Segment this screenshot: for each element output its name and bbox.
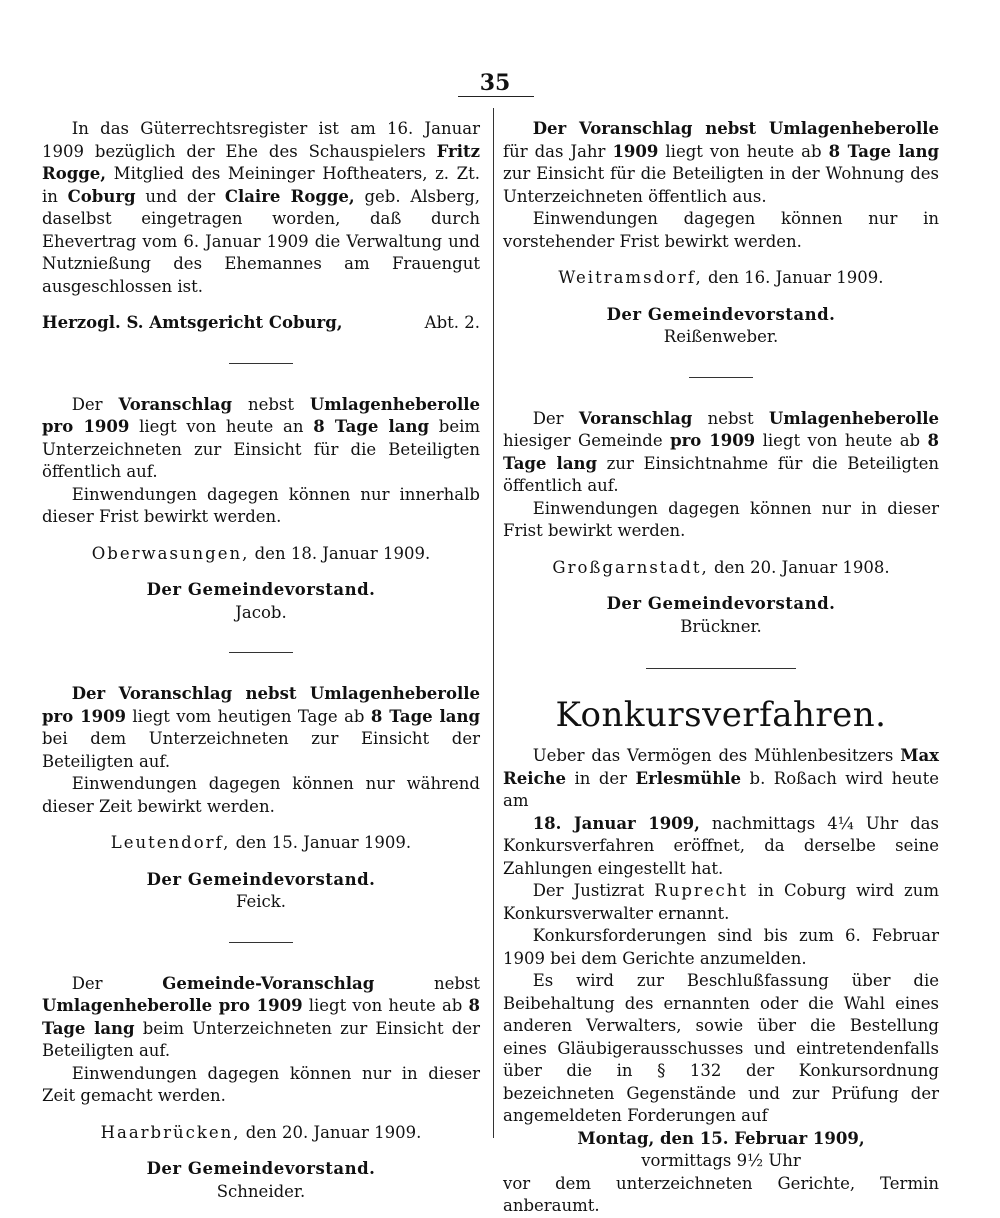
text-segment: zur Einsicht für die Beteiligten in der Wohnung des Unterzeichneten öffentlich aus. — [503, 164, 939, 206]
date-text: den 18. Januar 1909. — [254, 543, 431, 563]
text-segment: nachmittags 4¼ Uhr das Konkursverfahren eröffnet, da derselbe seine Zahlungen eingestellt hat. — [503, 813, 939, 878]
name-spaced: Ruprecht — [654, 881, 749, 900]
notice-text: Konkursforderungen sind bis zum 6. Februar 1909 bei dem Gerichte anzumelden. — [503, 926, 939, 968]
text-segment: Der Justizrat — [532, 881, 645, 900]
text-bold: 1909 — [612, 141, 659, 161]
text-segment: zur Einsichtnahme für die Beteiligten öffentlich auf. — [503, 453, 939, 495]
text-segment: und der — [145, 186, 216, 206]
text-segment: nebst — [707, 408, 754, 428]
text-segment: in der — [574, 768, 628, 788]
place-name: Weitramsdorf, — [558, 268, 703, 287]
notice-text: Einwendungen dagegen können nur innerhalb dieser Frist bewirkt werden. — [42, 484, 480, 526]
text-bold: 8 Tage lang — [42, 996, 481, 1038]
text-segment: liegt vom heutigen Tage ab — [132, 706, 365, 726]
signatory-name: Reißenweber. — [663, 327, 779, 346]
notice-text — [503, 408, 939, 498]
place-date — [503, 267, 939, 290]
court-department: Abt. 2. — [424, 313, 480, 332]
notice-gueterrecht — [42, 118, 480, 335]
text-segment: Der — [71, 394, 103, 414]
notice-text — [503, 118, 939, 208]
meeting-date: Montag, den 15. Februar 1909, — [577, 1128, 865, 1148]
text-bold: Voranschlag — [578, 408, 693, 428]
notice-text — [503, 813, 939, 881]
text-bold: 8 Tage lang — [370, 706, 481, 726]
text-bold: pro 1909 — [670, 431, 756, 450]
text-segment: in Coburg wird zum Konkursverwalter ernannt. — [503, 881, 939, 923]
separator-rule — [646, 668, 796, 669]
name-bold: Max Reiche — [503, 746, 939, 788]
court-name: Herzogl. S. Amtsgericht Coburg, — [42, 313, 343, 332]
text-bold: Gemeinde-Voranschlag — [162, 973, 375, 993]
notice-haarbruecken — [42, 973, 480, 1204]
page-number-rule — [458, 96, 534, 97]
signatory-name: Jacob. — [235, 602, 287, 622]
date-text: den 15. Januar 1909. — [235, 833, 412, 852]
notice-text — [42, 973, 480, 1063]
text-segment: liegt von heute ab — [665, 141, 822, 161]
text-segment: beim Unterzeichneten zur Einsicht der Beteiligten auf. — [42, 1018, 480, 1060]
place-name: Oberwasungen, — [91, 543, 250, 563]
date-text: den 16. Januar 1909. — [707, 268, 884, 287]
place-date — [503, 557, 939, 580]
notice-weitramsdorf — [503, 118, 939, 349]
text-segment: Der — [71, 973, 103, 993]
text-bold: Voranschlag — [118, 394, 233, 414]
text-segment: geb. Alsberg, daselbst eingetragen worden, daß durch Ehevertrag vom 6. Januar 1909 die Verwaltung und Nutznießung des Ehemannes am Frauengut ausgeschlossen ist. — [42, 186, 480, 296]
meeting-time: vormittags 9½ Uhr — [641, 1151, 801, 1170]
notice-text — [503, 880, 939, 925]
text-bold: 8 Tage lang — [313, 417, 430, 436]
notice-text: Einwendungen dagegen können nur in dieser Frist bewirkt werden. — [503, 498, 939, 540]
left-column — [42, 118, 480, 1203]
signatory-name: Feick. — [235, 892, 287, 911]
place-bold: Erlesmühle — [635, 768, 742, 788]
text-segment: liegt von heute an — [139, 417, 304, 436]
place-name: Haarbrücken, — [100, 1122, 241, 1142]
separator-rule — [229, 942, 293, 943]
text-bold: Der Voranschlag nebst Umlagenheberolle — [532, 119, 939, 138]
notice-text — [503, 745, 939, 813]
text-bold: 8 Tage lang — [828, 141, 939, 161]
text-segment: Der — [532, 408, 564, 428]
text-segment: nebst — [433, 973, 481, 993]
text-segment: für das Jahr — [503, 141, 606, 161]
notice-grossgarnstadt — [503, 408, 939, 639]
text-bold: Der Voranschlag nebst Umlagenheberolle pro 1909 — [42, 684, 480, 726]
notice-text — [42, 683, 480, 773]
text-segment: In das Güterrechtsregister ist am 16. Januar 1909 bezüglich der Ehe des Schauspielers — [42, 119, 480, 161]
text-segment: nebst — [247, 394, 294, 414]
text-bold: 8 Tage lang — [503, 431, 940, 473]
notice-text: Einwendungen dagegen können nur während dieser Zeit bewirkt werden. — [42, 774, 480, 816]
place-date — [42, 832, 480, 855]
text-bold: Umlagenheberolle — [768, 408, 940, 428]
date-bold: 18. Januar 1909, — [532, 813, 700, 833]
text-segment: liegt von heute ab — [308, 996, 463, 1015]
separator-rule — [689, 377, 753, 378]
section-heading: Konkursverfahren. — [555, 695, 887, 735]
text-segment: liegt von heute ab — [762, 431, 921, 450]
date-text: den 20. Januar 1909. — [245, 1122, 422, 1142]
text-segment: hiesiger Gemeinde — [503, 431, 663, 450]
authority-title: Der Gemeindevorstand. — [606, 304, 836, 324]
court-signature — [42, 312, 480, 335]
name-bold: Fritz Rogge, — [42, 141, 480, 183]
authority-title: Der Gemeindevorstand. — [146, 580, 376, 599]
notice-text: Einwendungen dagegen können nur in vorstehender Frist bewirkt werden. — [503, 209, 939, 251]
notice-text: Einwendungen dagegen können nur in dieser Zeit gemacht werden. — [42, 1063, 480, 1105]
place-date — [42, 1122, 480, 1145]
notice-text — [42, 118, 480, 298]
text-bold: Umlagenheberolle pro 1909 — [42, 996, 303, 1015]
notice-oberwasungen — [42, 394, 480, 625]
page-number: 35 — [479, 70, 511, 96]
text-segment: Ueber das Vermögen des Mühlenbesitzers — [532, 746, 894, 765]
separator-rule — [229, 652, 293, 653]
authority-title: Der Gemeindevorstand. — [146, 869, 376, 889]
notice-text — [42, 394, 480, 484]
city-bold: Coburg — [67, 186, 136, 206]
place-date — [42, 543, 480, 566]
notice-leutendorf — [42, 683, 480, 914]
column-divider — [493, 108, 494, 1138]
text-segment: Mitglied des Meininger Hoftheaters, z. Zt. in — [42, 164, 481, 206]
signatory-name: Brückner. — [680, 616, 762, 636]
authority-title: Der Gemeindevorstand. — [606, 594, 836, 613]
signatory-name: Schneider. — [216, 1181, 306, 1201]
place-name: Leutendorf, — [110, 833, 231, 852]
text-segment: b. Roßach wird heute am — [503, 768, 940, 810]
text-segment: beim Unterzeichneten zur Einsicht für die Beteiligten öffentlich auf. — [42, 417, 481, 481]
separator-rule — [229, 363, 293, 364]
notice-konkursverfahren — [503, 695, 939, 1218]
authority-title: Der Gemeindevorstand. — [146, 1159, 376, 1178]
right-column — [503, 118, 939, 1218]
notice-text: Es wird zur Beschlußfassung über die Beibehaltung des ernannten oder die Wahl eines anderen Verwalters, sowie über die Bestellung eines Gläubigerausschusses und eintretendenfalls über die in § 132 der Konkursordnung bezeichneten Gegenstände und zur Prüfung der angemeldeten Forderungen auf — [503, 971, 939, 1125]
place-name: Großgarnstadt, — [552, 557, 709, 577]
text-segment: bei dem Unterzeichneten zur Einsicht der Beteiligten auf. — [42, 729, 480, 771]
date-text: den 20. Januar 1908. — [713, 557, 890, 577]
name-bold: Claire Rogge, — [224, 186, 355, 206]
text-bold: Umlagenheberolle pro 1909 — [42, 394, 481, 436]
notice-text: vor dem unterzeichneten Gerichte, Termin anberaumt. — [503, 1173, 939, 1215]
